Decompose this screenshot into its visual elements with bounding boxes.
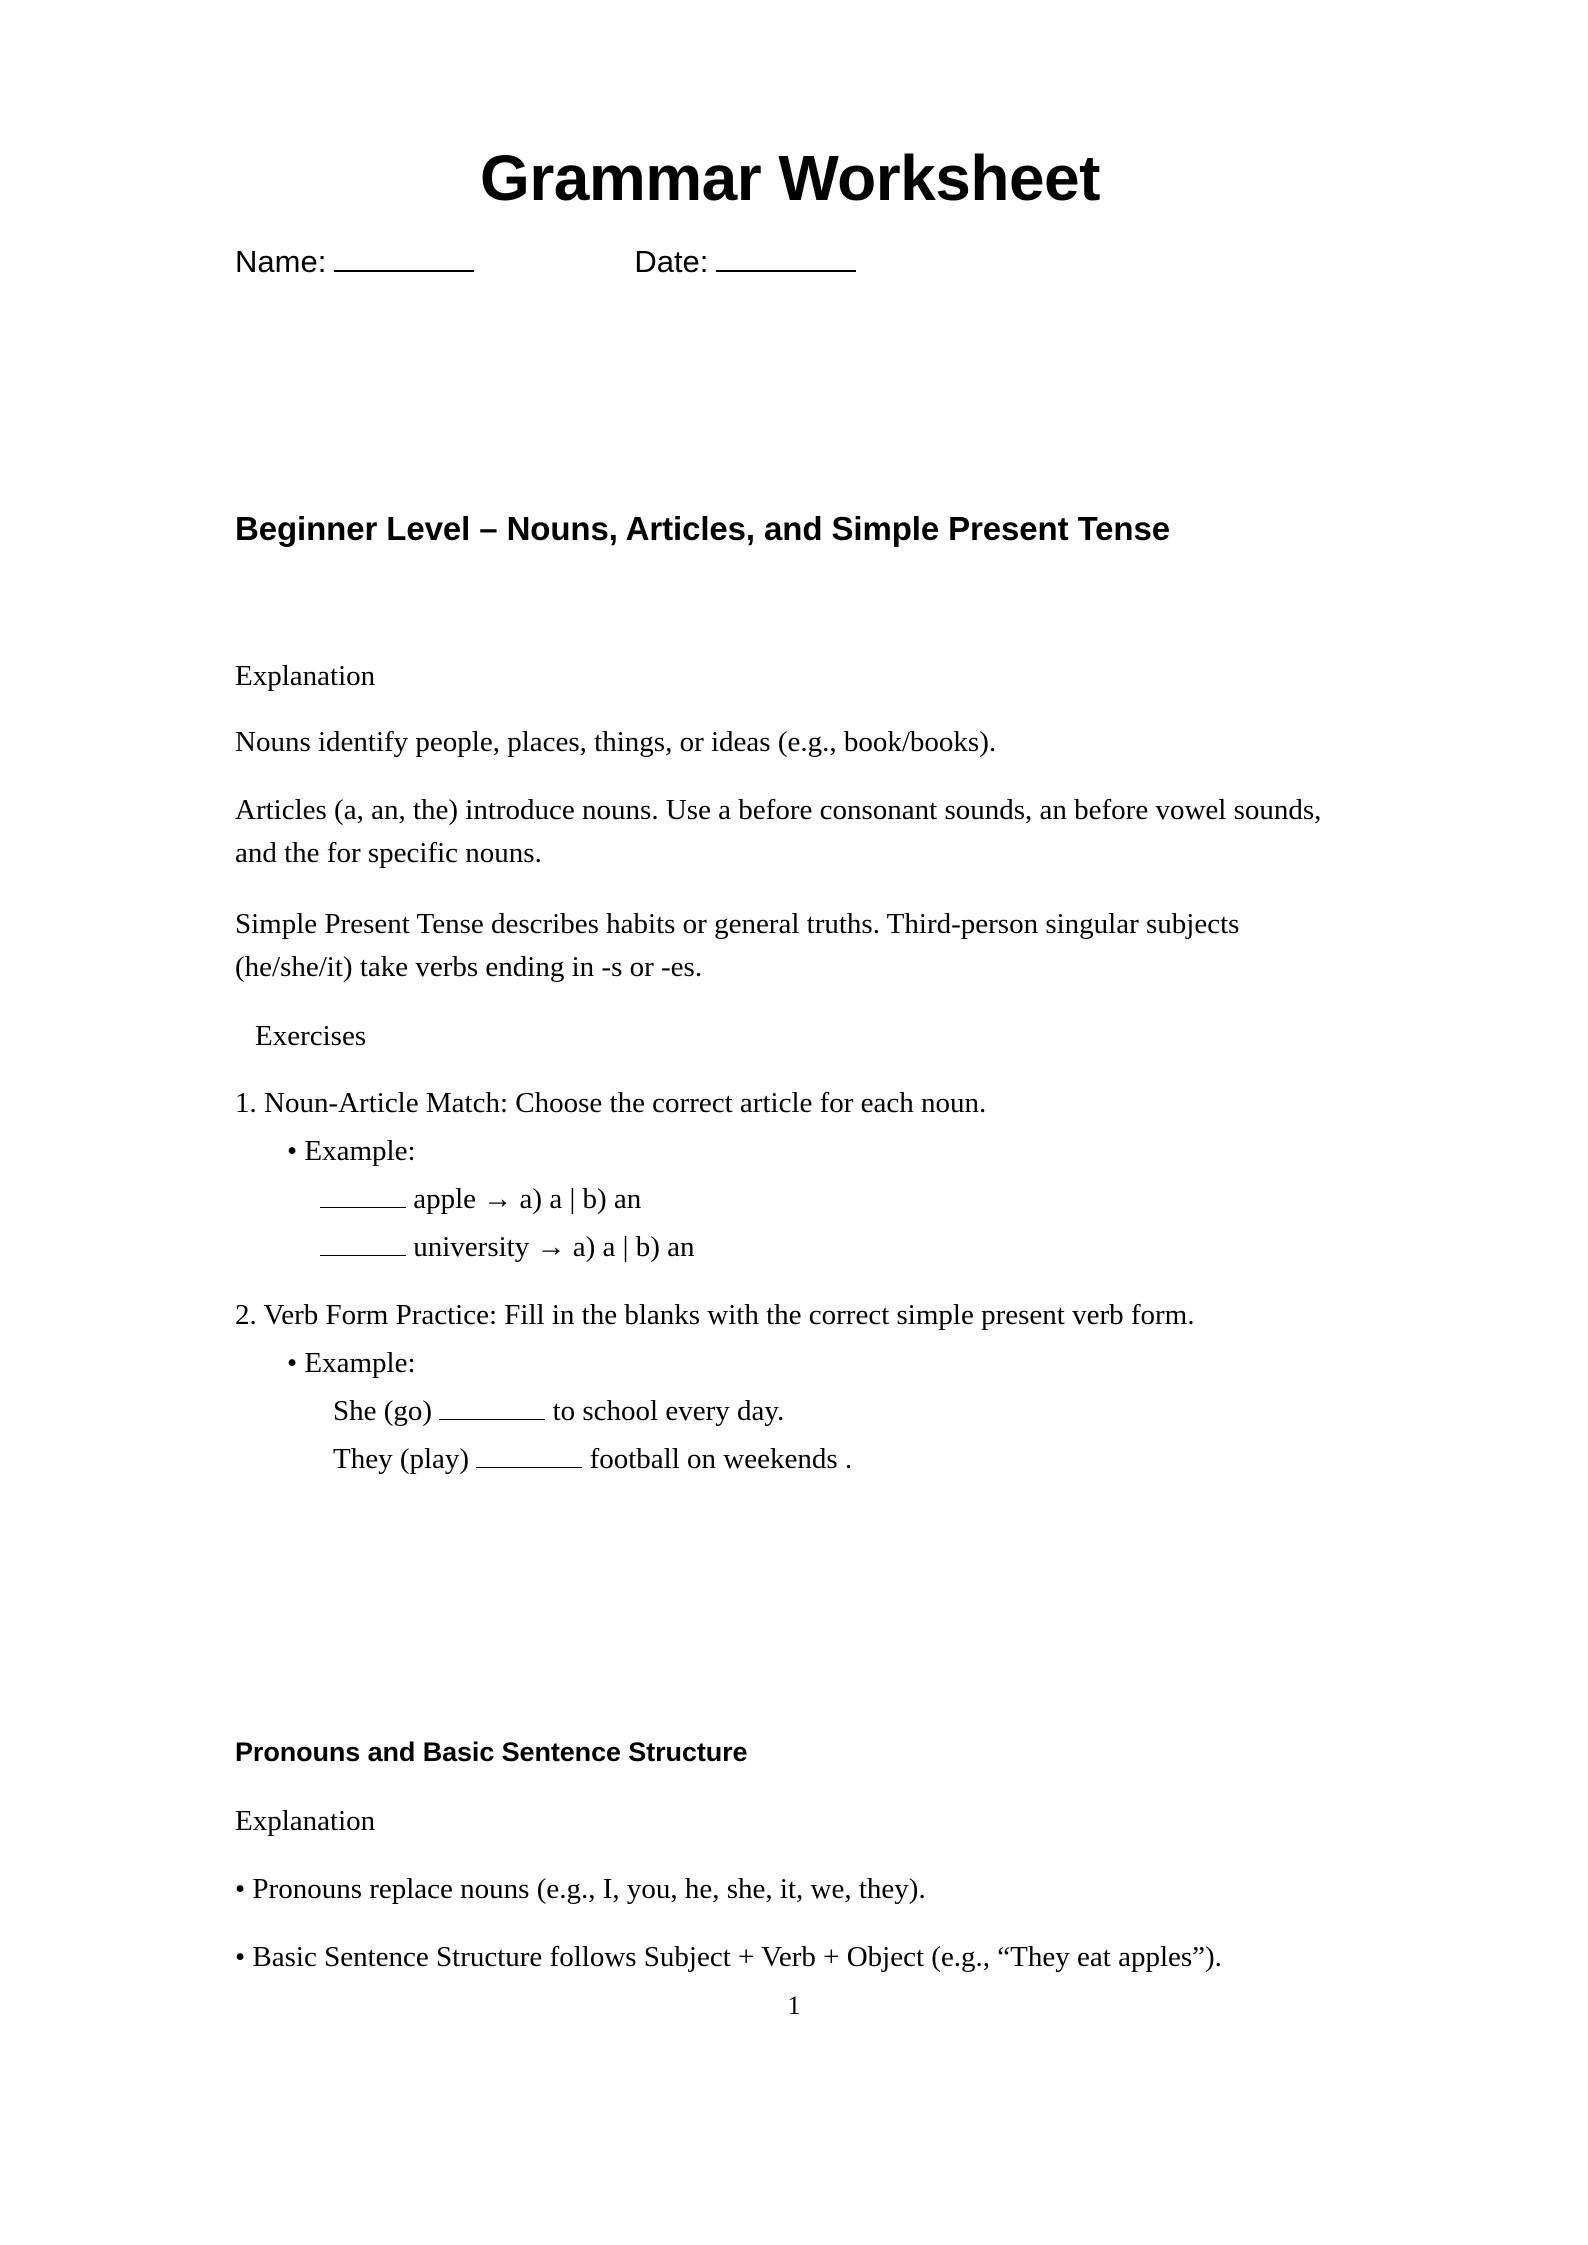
exercise-1-item-1-text: apple → a) a | b) an [406, 1183, 642, 1215]
section-heading-beginner-level: Beginner Level – Nouns, Articles, and Simple Present Tense [235, 510, 1170, 547]
explanation-label-2: Explanation [235, 1805, 376, 1837]
exercise-1-text: Noun-Article Match: Choose the correct article for each noun. [264, 1087, 987, 1119]
section-heading-pronouns: Pronouns and Basic Sentence Structure [235, 1737, 748, 1767]
exercise-2-item-2 [333, 1438, 1345, 1481]
exercise-2-prompt [235, 1294, 1345, 1337]
exercise-2-number: 2. [235, 1299, 257, 1331]
exercise-1-example-label: • Example: [287, 1135, 416, 1167]
explanation-paragraph-simple-present: Simple Present Tense describes habits or general truths. Third-person singular subjects (he/she/it) take verbs ending in -s or -es. [235, 908, 1240, 983]
exercise-1-number: 1. [235, 1087, 257, 1119]
name-input-blank[interactable] [334, 237, 474, 272]
page-title: Grammar Worksheet [480, 142, 1100, 214]
answer-blank-apple[interactable] [320, 1179, 406, 1208]
name-label: Name: [235, 243, 327, 279]
answer-blank-she-go[interactable] [439, 1391, 545, 1420]
answer-blank-university[interactable] [320, 1227, 406, 1256]
exercise-1-item-1 [320, 1178, 1345, 1221]
exercise-2-item-1-suffix: to school every day. [545, 1395, 785, 1427]
page-number: 1 [787, 1991, 801, 2020]
exercise-1-item-2 [320, 1226, 1345, 1269]
exercise-2-example-label: • Example: [287, 1347, 416, 1379]
exercises-label: Exercises [255, 1020, 367, 1052]
exercise-2-item-2-suffix: football on weekends . [582, 1443, 853, 1475]
exercise-2-item-1-prefix: She (go) [333, 1395, 440, 1427]
pronouns-bullet-2: • Basic Sentence Structure follows Subject + Verb + Object (e.g., “They eat apples”). [235, 1941, 1222, 1973]
explanation-paragraph-nouns: Nouns identify people, places, things, or ideas (e.g., book/books). [235, 726, 997, 758]
date-label: Date: [634, 243, 709, 279]
name-date-row [235, 237, 1345, 282]
exercise-2-item-1 [333, 1390, 1345, 1433]
exercise-2-item-2-prefix: They (play) [333, 1443, 477, 1475]
exercise-1-item-2-text: university → a) a | b) an [406, 1231, 695, 1263]
exercise-1-prompt [235, 1082, 1345, 1125]
pronouns-bullet-1: • Pronouns replace nouns (e.g., I, you, he, she, it, we, they). [235, 1873, 926, 1905]
answer-blank-they-play[interactable] [476, 1439, 582, 1468]
exercise-2-text: Verb Form Practice: Fill in the blanks with the correct simple present verb form. [263, 1299, 1195, 1331]
date-input-blank[interactable] [716, 237, 856, 272]
explanation-label-1: Explanation [235, 660, 376, 692]
explanation-paragraph-articles: Articles (a, an, the) introduce nouns. Use a before consonant sounds, an before vowel sounds, and the for specific nouns. [235, 794, 1322, 869]
